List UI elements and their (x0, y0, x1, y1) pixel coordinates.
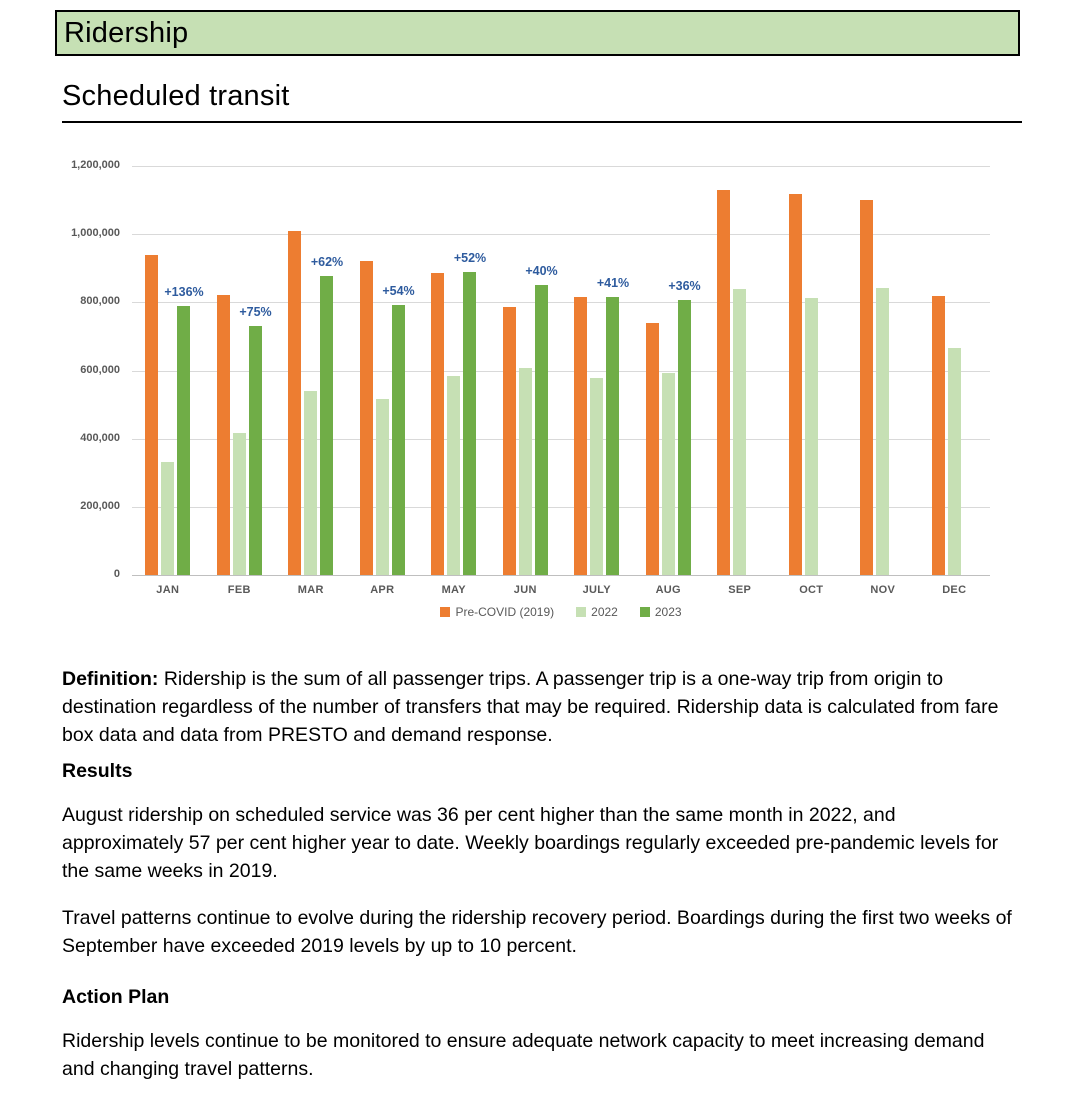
bar-group-may (418, 166, 490, 575)
bar-2022-may (447, 376, 460, 575)
percent-change-label-apr: +54% (382, 283, 415, 298)
legend-swatch-icon (440, 607, 450, 617)
bar-pre-covid-2019-sep (717, 190, 730, 575)
bar-group-sep (704, 166, 776, 575)
bar-pre-covid-2019-may (431, 273, 444, 575)
plot-area (132, 166, 990, 576)
bar-2023-july (606, 297, 619, 575)
legend-swatch-icon (640, 607, 650, 617)
bar-pre-covid-2019-dec (932, 296, 945, 575)
y-axis-tick-label: 600,000 (80, 363, 120, 376)
bar-pre-covid-2019-apr (360, 261, 373, 575)
results-paragraph-1: August ridership on scheduled service was 36 per cent higher than the same month in 2022, and approximately 57 per cent higher year to date. Weekly boardings regularly exceeded pre-pandemic levels for the same weeks in 2019. (62, 803, 999, 882)
x-axis-month-label: JUN (513, 584, 537, 596)
x-axis-month-label: SEP (728, 584, 752, 596)
bar-2022-oct (805, 298, 818, 575)
results-heading: Results (62, 759, 133, 782)
bar-2022-nov (876, 288, 889, 575)
action-plan-heading: Action Plan (62, 985, 170, 1008)
y-axis-tick-label: 0 (113, 568, 120, 580)
legend-label: 2022 (591, 605, 618, 619)
bar-2022-dec (948, 348, 961, 575)
definition-text: Ridership is the sum of all passenger trips. A passenger trip is a one-way trip from origin to destination regardless of the number of transfers that may be required. Ridership data is calculated from fare box data and data from PRESTO and demand response. (62, 667, 999, 746)
y-axis-tick-label: 1,200,000 (71, 159, 120, 171)
bar-2022-feb (233, 433, 246, 575)
bar-group-oct (776, 166, 848, 575)
bar-group-july (561, 166, 633, 575)
bar-group-feb (204, 166, 276, 575)
x-axis-month-label: JULY (582, 584, 611, 596)
bar-pre-covid-2019-jun (503, 307, 516, 575)
section-title: Scheduled transit (62, 80, 290, 112)
bar-2023-jun (535, 285, 548, 575)
bar-group-apr (347, 166, 419, 575)
legend-item-2022 (576, 605, 618, 619)
bar-pre-covid-2019-nov (860, 200, 873, 575)
x-axis-month-label: NOV (870, 584, 896, 596)
percent-change-label-jun: +40% (525, 264, 558, 279)
x-axis-month-label: APR (370, 584, 395, 596)
bar-2022-jan (161, 462, 174, 575)
y-axis-tick-label: 800,000 (80, 295, 120, 308)
y-axis-tick-label: 200,000 (80, 499, 120, 512)
bar-2022-july (590, 378, 603, 575)
ridership-chart (62, 150, 1022, 628)
x-axis-month-label: OCT (799, 584, 824, 596)
bar-2022-mar (304, 391, 317, 575)
definition-label: Definition: (62, 667, 159, 690)
percent-change-label-jan: +136% (164, 284, 204, 299)
x-axis-month-label: MAR (297, 584, 324, 596)
y-axis-tick-label: 400,000 (80, 431, 120, 444)
definition-paragraph (62, 665, 1019, 749)
bar-group-nov (847, 166, 919, 575)
legend-label: Pre-COVID (2019) (455, 605, 555, 619)
action-plan-paragraph: Ridership levels continue to be monitored to ensure adequate network capacity to meet increasing demand and changing travel patterns. (62, 1029, 985, 1080)
legend-item-2023 (640, 605, 682, 619)
legend-swatch-icon (576, 607, 586, 617)
bar-pre-covid-2019-feb (217, 295, 230, 575)
y-axis-tick-label: 1,000,000 (71, 227, 120, 240)
results-paragraph-2: Travel patterns continue to evolve during the ridership recovery period. Boardings during the first two weeks of September have exceeded 2019 levels by up to 10 percent. (62, 906, 1012, 957)
percent-change-label-july: +41% (596, 275, 630, 290)
x-axis-month-label: DEC (942, 584, 967, 596)
bar-group-mar (275, 166, 347, 575)
bar-2022-apr (376, 399, 389, 575)
bar-2023-aug (678, 300, 691, 575)
bar-2023-mar (320, 276, 333, 575)
bar-pre-covid-2019-july (574, 297, 587, 575)
percent-change-label-mar: +62% (310, 255, 344, 270)
x-axis-month-label: JAN (156, 584, 180, 596)
section-title-rule (62, 121, 1022, 123)
bar-2023-jan (177, 306, 190, 575)
percent-change-label-feb: +75% (239, 305, 272, 320)
page-title: Ridership (64, 16, 189, 49)
legend-label: 2023 (654, 605, 682, 619)
bar-2023-feb (249, 326, 262, 575)
x-axis-month-label: MAY (441, 584, 466, 596)
bar-group-jan (132, 166, 204, 575)
bar-2023-apr (392, 305, 405, 575)
bar-2022-sep (733, 289, 746, 575)
bar-2023-may (463, 272, 476, 575)
legend-item-pre-covid-2019 (440, 605, 554, 619)
bar-group-jun (490, 166, 562, 575)
bar-pre-covid-2019-jan (145, 255, 158, 575)
bar-group-aug (633, 166, 705, 575)
bar-pre-covid-2019-mar (288, 231, 301, 575)
chart-legend (132, 605, 990, 619)
bar-pre-covid-2019-oct (789, 194, 802, 575)
bar-group-dec (919, 166, 991, 575)
x-axis-month-label: AUG (655, 584, 681, 596)
bar-2022-jun (519, 368, 532, 575)
bar-pre-covid-2019-aug (646, 323, 659, 575)
ridership-header-banner (55, 10, 1020, 56)
x-axis-month-label: FEB (227, 584, 251, 596)
percent-change-label-may: +52% (453, 250, 487, 265)
bar-2022-aug (662, 373, 675, 575)
percent-change-label-aug: +36% (668, 279, 701, 294)
